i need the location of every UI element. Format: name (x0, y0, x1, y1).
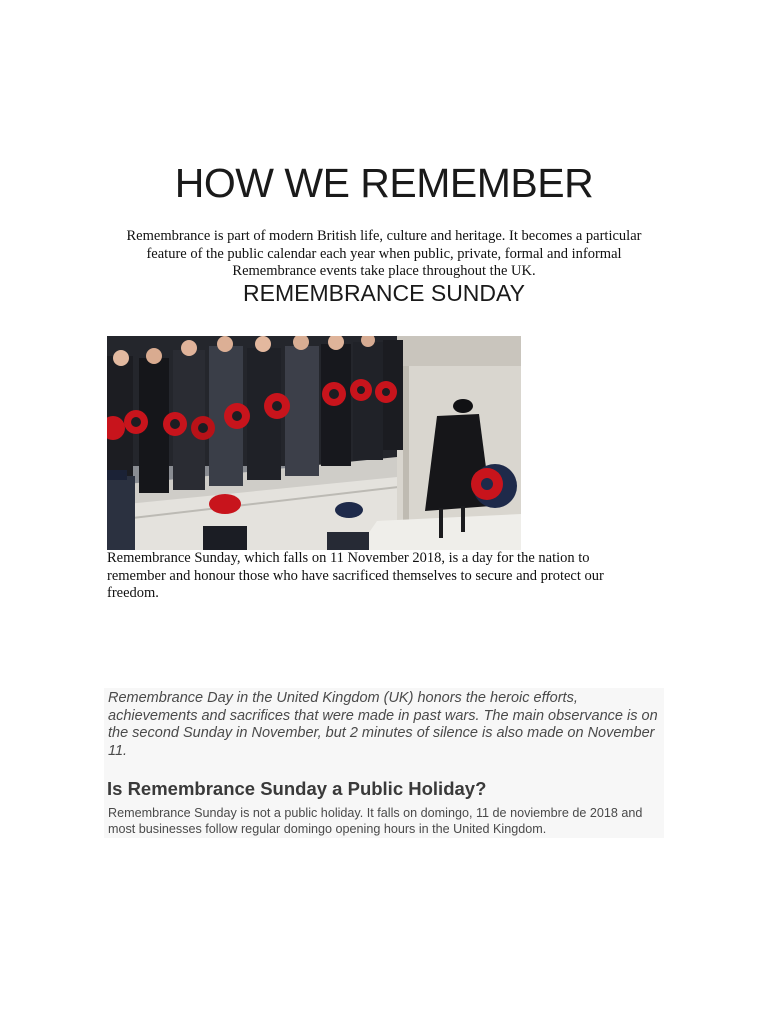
photo-caption: Remembrance Sunday, which falls on 11 November 2018, is a day for the nation to remember and honour those who have sacrificed themselves to secure and protect our freedom. (107, 550, 604, 602)
web-excerpt (104, 688, 664, 838)
cenotaph-edge (403, 366, 409, 536)
remembrance-photo (107, 336, 521, 550)
section-heading: REMEMBRANCE SUNDAY (243, 280, 525, 306)
web-excerpt-heading: Is Remembrance Sunday a Public Holiday? (107, 778, 487, 799)
web-excerpt-body: Remembrance Sunday is not a public holiday. It falls on domingo, 11 de noviembre de 2018 and most businesses follow regular domingo opening hours in the United Kingdom. (108, 806, 643, 836)
intro-paragraph: Remembrance is part of modern British life, culture and heritage. It becomes a particular feature of the public calendar each year when public, private, formal and informal Remembrance events take place throughout the UK. (126, 228, 642, 279)
page-title: HOW WE REMEMBER (174, 160, 594, 206)
web-excerpt-quote: Remembrance Day in the United Kingdom (UK) honors the heroic efforts, achievements and sacrifices that were made in past wars. The main observance is on the second Sunday in November, but 2 minutes of silence is also made on November 11. (108, 690, 658, 759)
cenotaph-top (397, 336, 521, 366)
remembrance-photo-illustration (107, 336, 521, 550)
